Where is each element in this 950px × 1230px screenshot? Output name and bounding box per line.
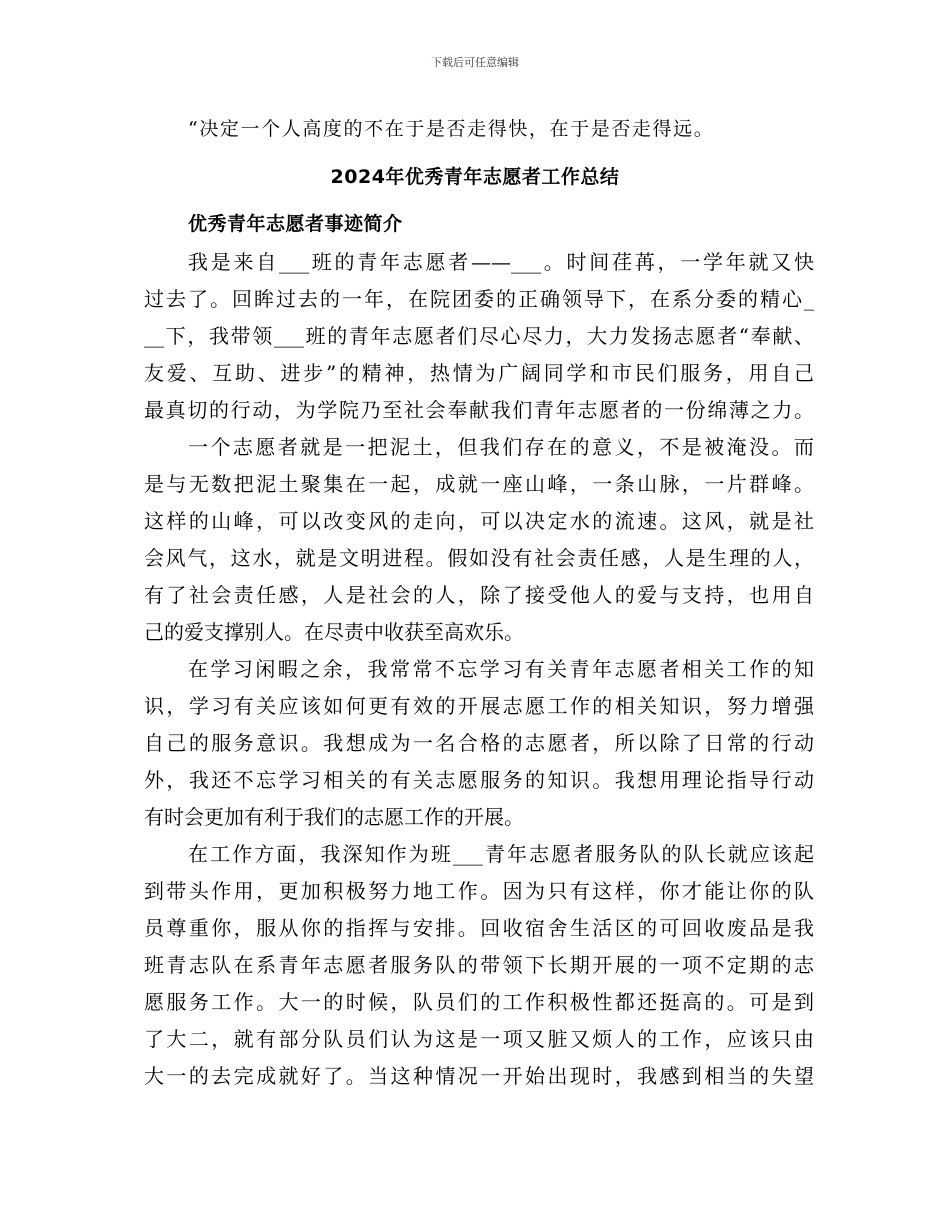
text-line: 最真切的行动，为学院乃至社会奉献我们青年志愿者的一份绵薄之力。 — [144, 398, 814, 422]
text-line: 己的爱支撑别人。在尽责中收获至高欢乐。 — [144, 620, 524, 644]
quote-line: “决定一个人高度的不在于是否走得快，在于是否走得远。 — [188, 118, 715, 140]
header-note: 下载后可任意编辑 — [431, 56, 519, 69]
text-line: 外，我还不忘学习相关的有关志愿服务的知识。我想用理论指导行动 — [144, 768, 814, 792]
text-line: 在工作方面，我深知作为班___青年志愿者服务队的队长就应该起 — [188, 842, 814, 866]
paragraph — [144, 836, 814, 1095]
text-line: 自己的服务意识。我想成为一名合格的志愿者，所以除了日常的行动 — [144, 731, 814, 755]
text-line: __下，我带领___班的青年志愿者们尽心尽力，大力发扬志愿者“奉献、 — [144, 324, 814, 348]
text-line: 大一的去完成就好了。当这种情况一开始出现时，我感到相当的失望 — [144, 1064, 814, 1088]
text-line: 了大二，就有部分队员们认为这是一项又脏又烦人的工作，应该只由 — [144, 1027, 814, 1051]
text-line: 我是来自___班的青年志愿者——___。时间荏苒，一学年就又快 — [188, 250, 814, 274]
text-line: 过去了。回眸过去的一年，在院团委的正确领导下，在系分委的精心_ — [144, 287, 814, 311]
text-line: 识，学习有关应该如何更有效的开展志愿工作的相关知识，努力增强 — [144, 694, 814, 718]
section-heading: 优秀青年志愿者事迹简介 — [188, 213, 403, 235]
text-line: 这样的山峰，可以改变风的走向，可以决定水的流速。这风，就是社 — [144, 509, 814, 533]
text-line: 员尊重你，服从你的指挥与安排。回收宿舍生活区的可回收废品是我 — [144, 916, 814, 940]
document-title: 2024年优秀青年志愿者工作总结 — [330, 166, 620, 188]
text-line: 班青志队在系青年志愿者服务队的带领下长期开展的一项不定期的志 — [144, 953, 814, 977]
paragraph — [144, 429, 814, 651]
body-text — [144, 244, 814, 1095]
text-line: 是与无数把泥土聚集在一起，成就一座山峰，一条山脉，一片群峰。 — [144, 472, 814, 496]
text-line: 有了社会责任感，人是社会的人，除了接受他人的爱与支持，也用自 — [144, 583, 814, 607]
paragraph — [144, 651, 814, 836]
text-line: 到带头作用，更加积极努力地工作。因为只有这样，你才能让你的队 — [144, 879, 814, 903]
text-line: 友爱、互助、进步”的精神，热情为广阔同学和市民们服务，用自己 — [144, 361, 814, 385]
text-line: 一个志愿者就是一把泥土，但我们存在的意义，不是被淹没。而 — [188, 435, 814, 459]
text-line: 会风气，这水，就是文明进程。假如没有社会责任感，人是生理的人， — [144, 546, 814, 570]
text-line: 有时会更加有利于我们的志愿工作的开展。 — [144, 805, 524, 829]
paragraph — [144, 244, 814, 429]
text-line: 在学习闲暇之余，我常常不忘学习有关青年志愿者相关工作的知 — [188, 657, 814, 681]
text-line: 愿服务工作。大一的时候，队员们的工作积极性都还挺高的。可是到 — [144, 990, 814, 1014]
